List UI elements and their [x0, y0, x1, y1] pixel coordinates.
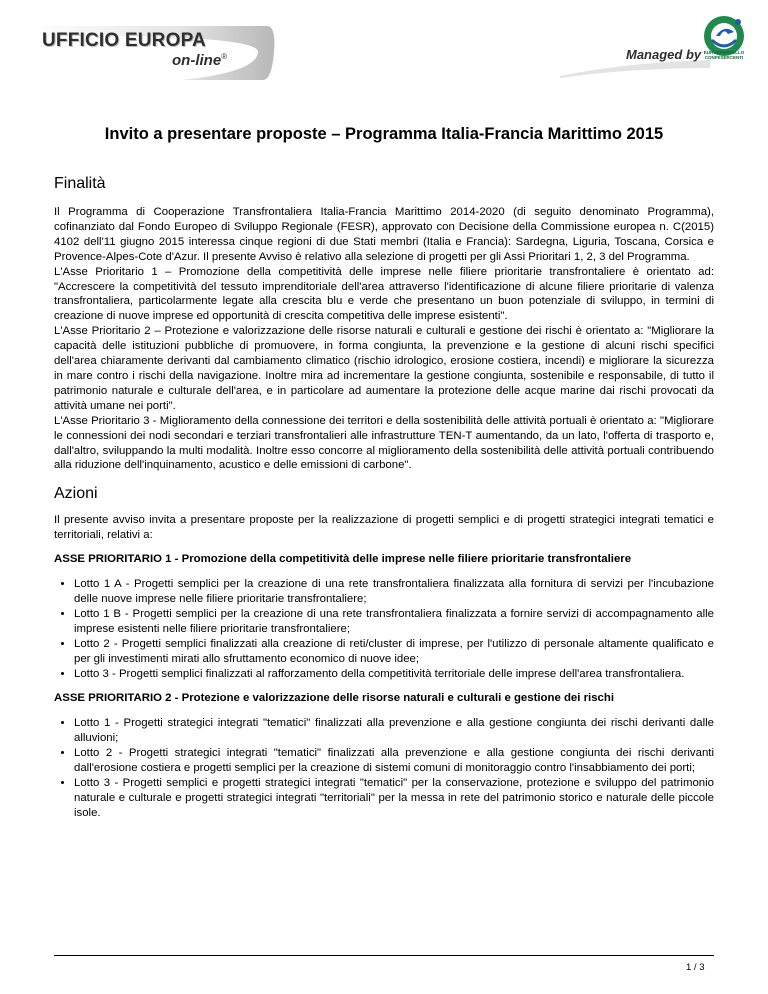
- logo-title: UFFICIO EUROPA: [42, 30, 206, 51]
- asse1-list: [54, 577, 714, 681]
- paragraph: L'Asse Prioritario 3 - Miglioramento della connessione dei territori e della sostenibilità delle attività portuali è orientato a: "Migliorare le connessioni dei nodi secondari e terziari transfrontalieri alle infrastrutture TEN-T aumentando, da un lato, l'offerta di trasporto e, dall'altro, sviluppando la multi modalità. Inoltre esso concorre al miglioramento della sostenibilità delle attività portuali contribuendo alla riduzione dell'inquinamento, acustico e delle emissioni di carbone".: [54, 414, 714, 472]
- document-body: [54, 124, 714, 821]
- document-title: Invito a presentare proposte – Programma Italia-Francia Marittimo 2015: [104, 125, 664, 143]
- azioni-intro: Il presente avviso invita a presentare proposte per la realizzazione di progetti semplici e di progetti strategici integrati tematici e territoriali, relativi a:: [54, 514, 714, 542]
- section-heading-azioni: Azioni: [54, 485, 98, 503]
- finalita-text: [54, 205, 714, 473]
- managed-by-label: Managed by: [626, 47, 702, 62]
- list-item: • Lotto 1 A - Progetti semplici per la creazione di una rete transfrontaliera finalizzata alla fornitura di servizi per l'incubazione delle nuove imprese nelle filiere prioritarie transfrontaliere;: [74, 577, 714, 607]
- list-item: • Lotto 3 - Progetti semplici finalizzati al rafforzamento della competitività territoriale delle imprese dell'area transfrontaliera.: [74, 667, 714, 682]
- page-number: 1 / 3: [686, 962, 705, 973]
- asse2-list: [54, 716, 714, 820]
- list-item: • Lotto 2 - Progetti strategici integrati "tematici" finalizzati alla prevenzione e alla gestione congiunta dei rischi derivanti dall'erosione costiera e progetti semplici per la creazione di sistemi comuni di monitoraggio contro l'insabbiamento dei porti;: [74, 746, 714, 776]
- list-item: • Lotto 2 - Progetti semplici finalizzati alla creazione di reti/cluster di imprese, per l'utilizzo di personale altamente qualificato e per gli investimenti mirati allo sfruttamento economico di nuove idee;: [74, 637, 714, 667]
- brand-caption: EUROSPORTELLO CONFESERCENTI: [703, 50, 745, 60]
- paragraph: Il Programma di Cooperazione Transfrontaliera Italia-Francia Marittimo 2014-2020 (di seguito denominato Programma), cofinanziato dal Fondo Europeo di Sviluppo Regionale (FESR), approvato con Decisione della Commissione europea n. C(2015) 4102 dell'11 giugno 2015 interessa cinque regioni di due Stati membri (Italia e Francia): Sardegna, Liguria, Toscana, Corsica e Provence-Alpes-Cote d'Azur. Il presente Avviso è relativo alla selezione di progetti per gli Assi Prioritari 1, 2, 3 del Programma.: [54, 206, 714, 263]
- list-item: • Lotto 1 - Progetti strategici integrati "tematici" finalizzati alla prevenzione e alla gestione congiunta dei rischi derivanti dalle alluvioni;: [74, 716, 714, 746]
- asse1-heading: ASSE PRIORITARIO 1 - Promozione della competitività delle imprese nelle filiere prioritarie transfrontaliere: [54, 553, 632, 566]
- list-item: • Lotto 3 - Progetti semplici e progetti strategici integrati "tematici" per la conservazione, protezione e sviluppo del patrimonio naturale e culturale e progetti strategici integrati "territoriali" per la messa in rete del patrimonio storico e naturale delle piccole isole.: [74, 776, 714, 821]
- section-heading-finalita: Finalità: [54, 175, 106, 192]
- page-header: [0, 0, 768, 96]
- paragraph: L'Asse Prioritario 1 – Promozione della competitività delle imprese nelle filiere prioritarie transfrontaliere è orientato ad: "Accrescere la competitività del tessuto imprenditoriale dell'area attraverso l'identificazione di alcune filiere prioritarie di valenza transfrontaliera, particolarmente legate alla crescita blu e verde che presentano un buon potenziale di sviluppo, in termini di creazione di nuove imprese ed opportunità di crescita competitiva delle imprese esistenti".: [54, 265, 714, 323]
- paragraph: L'Asse Prioritario 2 – Protezione e valorizzazione delle risorse naturali e culturali e gestione dei rischi è orientato a: "Migliorare la capacità delle istituzioni pubbliche di promuovere, in forma congiunta, la prevenzione e la gestione di alcuni rischi specifici dell'area chiaramente derivanti dal cambiamento climatico (rischio idrologico, erosione costiera, incendi) e migliorare la sicurezza in mare contro i rischi della navigazione. Inoltre mira ad incrementare la gestione congiunta, sostenibile e responsabile, di tutto il patrimonio naturale e culturale dell'area, e in particolare ad aumentare la protezione delle acque marine dai rischi provocati da attività umane nei porti".: [54, 325, 714, 412]
- footer-divider: [54, 955, 714, 956]
- list-item: • Lotto 1 B - Progetti semplici per la creazione di una rete transfrontaliera finalizzata a fornire servizi di accompagnamento alle imprese esistenti nelle filiere prioritarie transfrontaliere;: [74, 607, 714, 637]
- registered-mark: ®: [221, 52, 228, 61]
- logo-subtitle: on-line®: [172, 52, 228, 69]
- asse2-heading: ASSE PRIORITARIO 2 - Protezione e valorizzazione delle risorse naturali e culturali e gestione dei rischi: [54, 692, 614, 705]
